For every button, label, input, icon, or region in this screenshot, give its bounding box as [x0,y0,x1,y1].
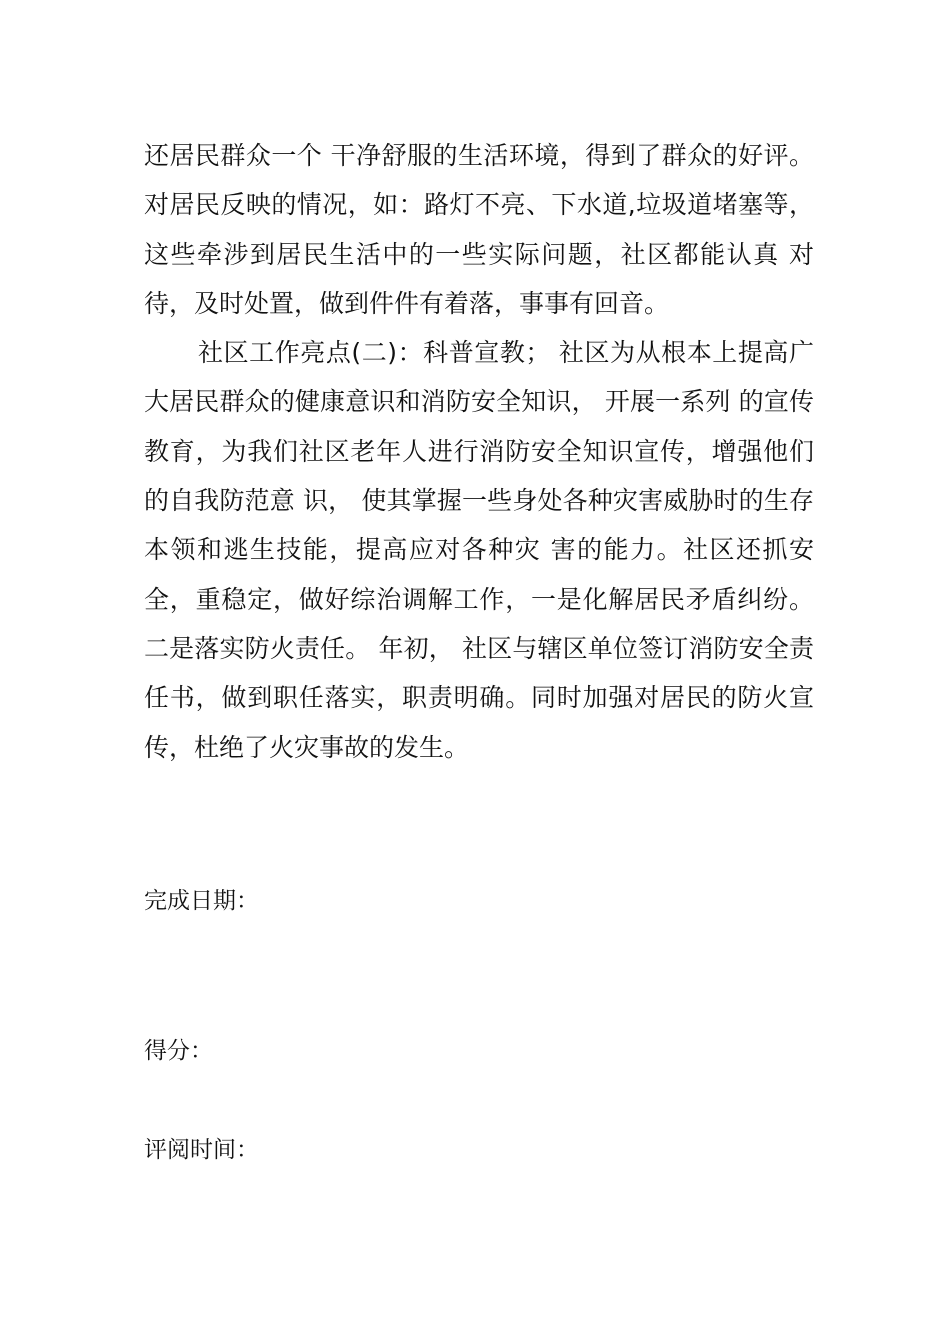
paragraph-2: 社区工作亮点(二)：科普宣教； 社区为从根本上提高广大居民群众的健康意识和消防安全知识， 开展一系列 的宣传教育，为我们社区老年人进行消防安全知识宣传，增强他们的自我防范意 识， 使其掌握一些身处各种灾害威胁时的生存本领和逃生技能，提高应对各种灾 害的能力。社区还抓安全，重稳定，做好综治调解工作，一是化解居民矛盾纠纷。 二是落实防火责任。 年初， 社区与辖区单位签订消防安全责任书，做到职任落实，职责明确。同时加强对居民的防火宣传，杜绝了火灾事故的发生。 [144,338,814,762]
paragraph-1: 还居民群众一个 干净舒服的生活环境，得到了群众的好评。对居民反映的情况，如：路灯不亮、下水道,垃圾道堵塞等，这些牵涉到居民生活中的一些实际问题，社区都能认真 对待，及时处置，做到件件有着落，事事有回音。 [144,141,814,318]
review-time-label: 评阅时间： [144,1137,259,1163]
completion-date-label: 完成日期： [144,888,259,914]
score-label: 得分： [144,1038,213,1064]
body-text [144,131,814,772]
